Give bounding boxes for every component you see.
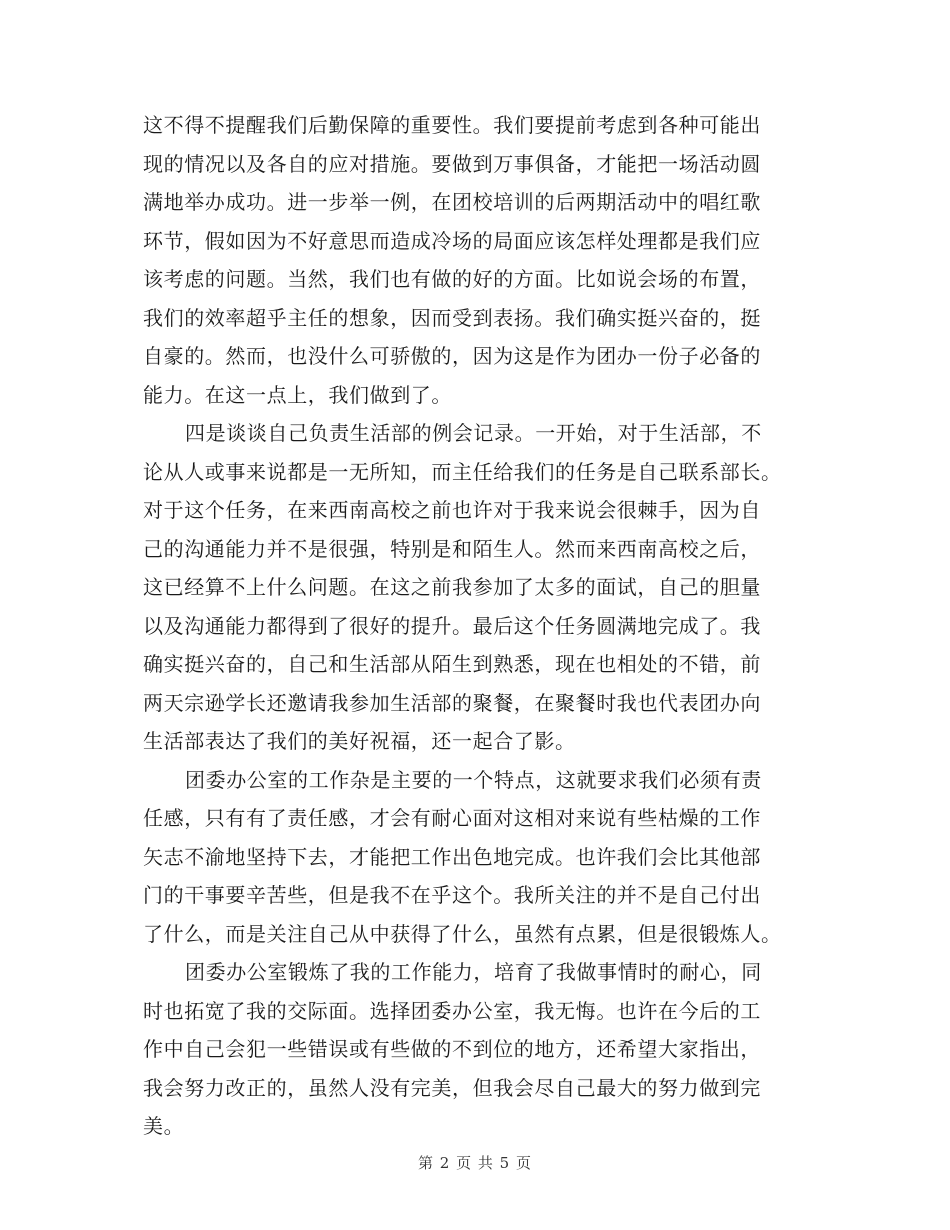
text-line: 己的沟通能力并不是很强，特别是和陌生人。然而来西南高校之后， (143, 536, 761, 561)
text-line: 四是谈谈自己负责生活部的例会记录。一开始，对于生活部，不 (185, 421, 762, 445)
paragraph-2 (143, 414, 815, 761)
text-line: 两天宗逊学长还邀请我参加生活部的聚餐，在聚餐时我也代表团办向 (143, 690, 761, 715)
text-line: 我们的效率超乎主任的想象，因而受到表扬。我们确实挺兴奋的，挺 (143, 305, 761, 330)
text-line: 该考虑的问题。当然，我们也有做的好的方面。比如说会场的布置， (143, 267, 761, 291)
text-line: 门的干事要辛苦些，但是我不在乎这个。我所关注的并不是自己付出 (143, 883, 761, 907)
text-line: 时也拓宽了我的交际面。选择团委办公室，我无悔。也许在今后的工 (143, 998, 761, 1023)
text-line: 满地举办成功。进一步举一例，在团校培训的后两期活动中的唱红歌 (143, 190, 761, 214)
paragraph-4 (143, 953, 815, 1146)
text-line: 能力。在这一点上，我们做到了。 (143, 382, 452, 407)
text-line: 任感，只有有了责任感，才会有耐心面对这相对来说有些枯燥的工作 (143, 806, 761, 830)
paragraph-1 (143, 106, 815, 414)
body-text (143, 106, 815, 1146)
text-line: 矢志不渝地坚持下去，才能把工作出色地完成。也许我们会比其他部 (143, 844, 761, 869)
text-line: 团委办公室锻炼了我的工作能力，培育了我做事情时的耐心，同 (185, 960, 762, 984)
text-line: 我会努力改正的，虽然人没有完美，但我会尽自己最大的努力做到完 (143, 1075, 761, 1100)
text-line: 确实挺兴奋的，自己和生活部从陌生到熟悉，现在也相处的不错，前 (143, 652, 761, 676)
text-line: 作中自己会犯一些错误或有些做的不到位的地方，还希望大家指出， (143, 1037, 761, 1061)
text-line: 团委办公室的工作杂是主要的一个特点，这就要求我们必须有责 (185, 767, 762, 792)
text-line: 论从人或事来说都是一无所知，而主任给我们的任务是自己联系部长。 (143, 459, 782, 484)
text-line: 对于这个任务，在来西南高校之前也许对于我来说会很棘手，因为自 (143, 498, 761, 522)
page-number-footer: 第 2 页 共 5 页 (418, 1154, 532, 1172)
text-line: 美。 (143, 1114, 185, 1138)
text-line: 以及沟通能力都得到了很好的提升。最后这个任务圆满地完成了。我 (143, 613, 761, 638)
text-line: 生活部表达了我们的美好祝福，还一起合了影。 (143, 729, 576, 753)
text-line: 环节，假如因为不好意思而造成冷场的局面应该怎样处理都是我们应 (143, 228, 761, 253)
text-line: 这已经算不上什么问题。在这之前我参加了太多的面试，自己的胆量 (143, 575, 761, 599)
paragraph-3 (143, 761, 815, 954)
text-line: 这不得不提醒我们后勤保障的重要性。我们要提前考虑到各种可能出 (143, 113, 761, 137)
text-line: 自豪的。然而，也没什么可骄傲的，因为这是作为团办一份子必备的 (143, 344, 761, 368)
text-line: 了什么，而是关注自己从中获得了什么，虽然有点累，但是很锻炼人。 (143, 921, 782, 946)
text-line: 现的情况以及各自的应对措施。要做到万事俱备，才能把一场活动圆 (143, 151, 761, 176)
